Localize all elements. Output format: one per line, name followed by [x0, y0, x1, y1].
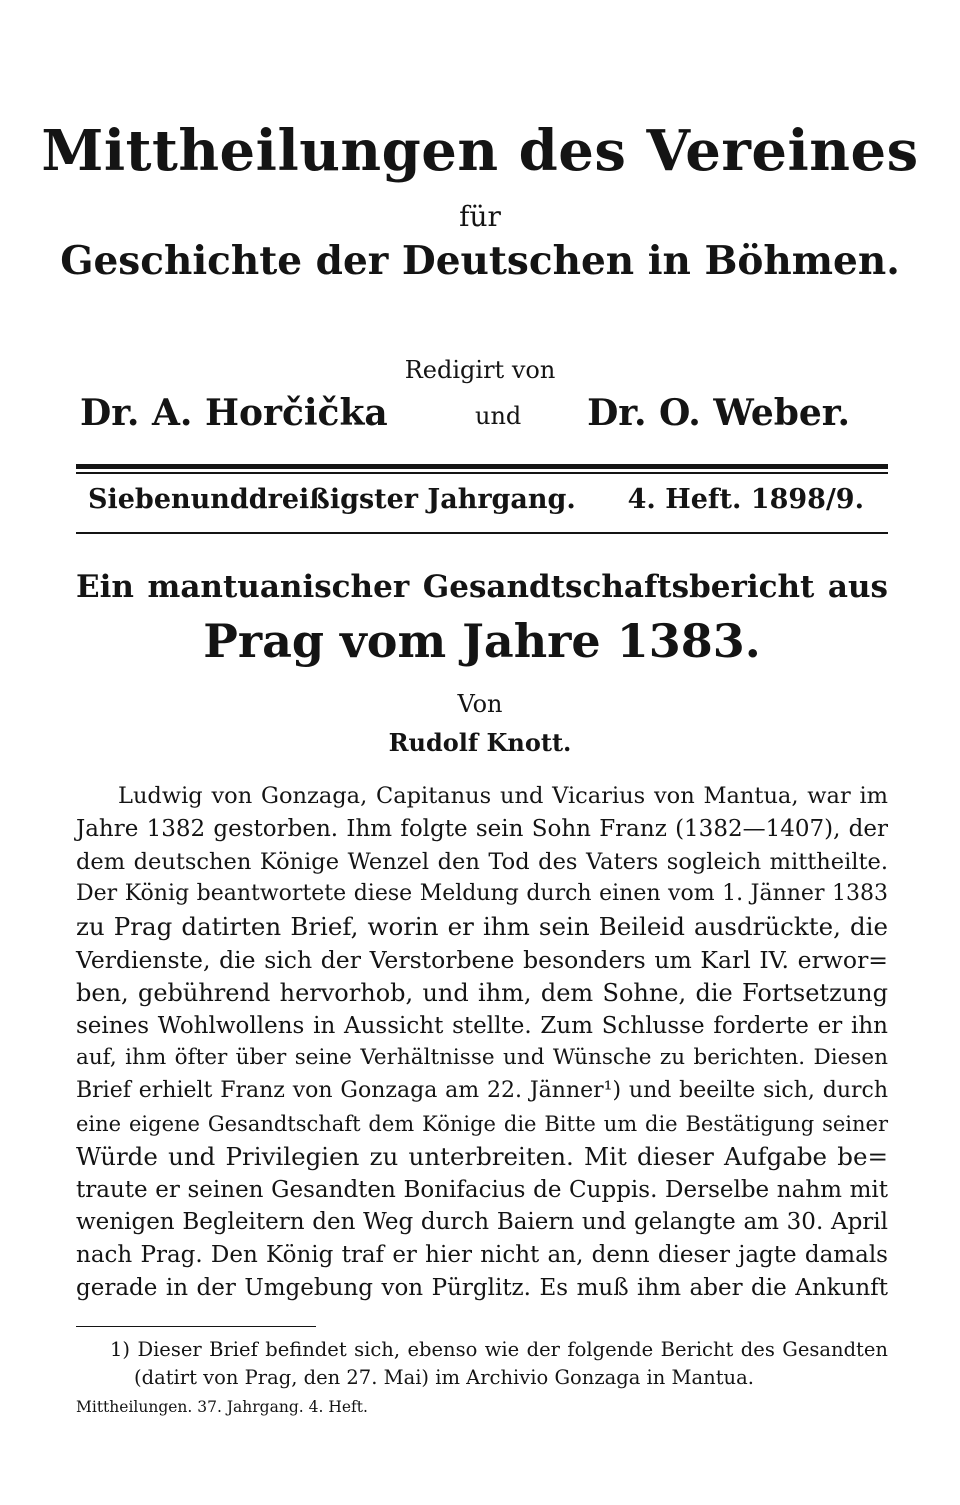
body-line: traute er seinen Gesandten Bonifacius de Cuppis. Derselbe nahm mit — [76, 1176, 888, 1203]
body-line: seines Wohlwollens in Aussicht stellte. Zum Schlusse forderte er ihn — [76, 1012, 888, 1039]
body-line: nach Prag. Den König traf er hier nicht an, denn dieser jagte damals — [76, 1242, 888, 1269]
body-line: Verdienste, die sich der Verstorbene besonders um Karl IV. erwor= — [76, 945, 888, 974]
redigirt-label: Redigirt von — [404, 356, 556, 384]
issue-rule — [76, 532, 888, 534]
editor-right: Dr. O. Weber. — [587, 392, 850, 434]
footnote-rule — [76, 1326, 316, 1327]
journal-title-line1: Mittheilungen des Vereines — [41, 118, 919, 184]
signature-line: Mittheilungen. 37. Jahrgang. 4. Heft. — [76, 1398, 368, 1416]
body-line: wenigen Begleitern den Weg durch Baiern und gelangte am 30. April — [76, 1209, 888, 1236]
body-line: Würde und Privilegien zu unterbreiten. Mit dieser Aufgabe be= — [76, 1141, 888, 1171]
editors-row — [80, 392, 850, 442]
header-rule-thick — [76, 464, 888, 469]
journal-title-line3: Geschichte der Deutschen in Böhmen. — [60, 238, 900, 284]
footnote — [76, 1336, 888, 1392]
body-line: Brief erhielt Franz von Gonzaga am 22. Jänner¹) und beeilte sich, durch — [76, 1078, 888, 1104]
body-line: eine eigene Gesandtschaft dem Könige die Bitte um die Bestätigung seiner — [76, 1111, 888, 1136]
editor-und: und — [475, 402, 522, 430]
header-rule-thin — [76, 472, 888, 474]
body-line: dem deutschen Könige Wenzel den Tod des Vaters sogleich mittheilte. — [76, 848, 888, 875]
body-line: Ludwig von Gonzaga, Capitanus und Vicarius von Mantua, war im — [118, 783, 888, 809]
body-line: zu Prag datirten Brief, worin er ihm sein Beileid ausdrückte, die — [76, 912, 888, 942]
journal-title-fuer: für — [459, 200, 501, 233]
byline-von: Von — [457, 690, 503, 718]
editor-left: Dr. A. Horčička — [80, 392, 388, 434]
footnote-line2: (datirt von Prag, den 27. Mai) im Archivio Gonzaga in Mantua. — [134, 1366, 754, 1389]
footnote-line1: 1) Dieser Brief befindet sich, ebenso wie der folgende Bericht des Gesandten — [110, 1338, 888, 1361]
article-title-line2: Prag vom Jahre 1383. — [203, 614, 761, 668]
body-line: gerade in der Umgebung von Pürglitz. Es muß ihm aber die Ankunft — [76, 1274, 888, 1301]
issue-jahrgang: Siebenunddreißigster Jahrgang. — [88, 484, 576, 515]
body-line: Jahre 1382 gestorben. Ihm folgte sein Sohn Franz (1382—1407), der — [76, 815, 888, 842]
body-line: ben, gebührend hervorhob, und ihm, dem Sohne, die Fortsetzung — [76, 978, 888, 1007]
article-body — [76, 780, 888, 1305]
issue-row — [88, 484, 864, 524]
article-title — [76, 560, 888, 668]
issue-heft: 4. Heft. 1898/9. — [627, 484, 864, 515]
author-name: Rudolf Knott. — [388, 728, 572, 757]
body-line: auf, ihm öfter über seine Verhältnisse und Wünsche zu berichten. Diesen — [76, 1045, 888, 1071]
body-line: Der König beantwortete diese Meldung durch einen vom 1. Jänner 1383 — [76, 881, 888, 907]
article-title-line1: Ein mantuanischer Gesandtschaftsbericht aus — [76, 569, 888, 605]
